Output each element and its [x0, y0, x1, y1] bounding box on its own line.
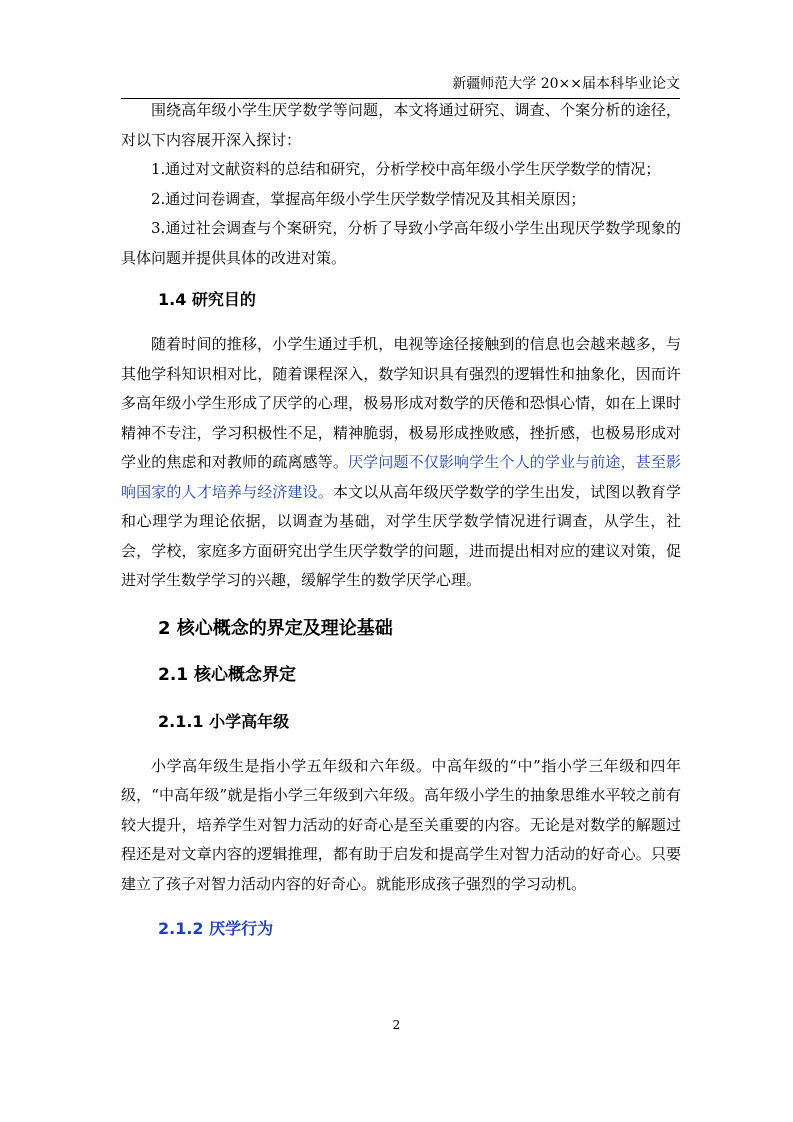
section-2-1-2-heading: 2.1.2 厌学行为 [158, 919, 274, 938]
intro-item-1: 1.通过对文献资料的总结和研究，分析学校中高年级小学生厌学数学的情况； [151, 160, 661, 178]
page-body [121, 96, 681, 942]
section-1-4-highlight: 厌学问题不仅影响学生个人的学业与前途，甚至影响国家的人才培养与经济建设。 [121, 453, 681, 501]
section-2-1-1-heading: 2.1.1 小学高年级 [158, 711, 290, 731]
intro-item-2: 2.通过问卷调查，掌握高年级小学生厌学数学情况及其相关原因； [151, 189, 586, 208]
section-2-1-heading: 2.1 核心概念界定 [158, 664, 297, 685]
section-1-4-paragraph [121, 330, 681, 596]
section-1-4-heading: 1.4 研究目的 [158, 290, 256, 309]
page-number: 2 [392, 1018, 401, 1032]
section-1-4-text-part2: 本文以从高年级厌学数学的学生出发，试图以教育学和心理学为理论依据，以调查为基础，对学生厌学数学情况进行调查，从学生，社会，学校，家庭多方面研究出学生厌学数学的问题，进而提出相对应的建议对策，促进对学生数学学习的兴趣，缓解学生的数学厌学心理。 [121, 482, 681, 589]
intro-item-3: 3.通过社会调查与个案研究，分析了导致小学高年级小学生出现厌学数学现象的具体问题并提供具体的改进对策。 [121, 219, 681, 267]
intro-paragraph: 围绕高年级小学生厌学数学等问题，本文将通过研究、调查、个案分析的途径，对以下内容展开深入探讨： [121, 101, 681, 149]
section-1-4-text-part1: 随着时间的推移，小学生通过手机，电视等途径接触到的信息也会越来越多，与其他学科知识相对比，随着课程深入，数学知识具有强烈的逻辑性和抽象化，因而许多高年级小学生形成了厌学的心理，极易形成对数学的厌倦和恐惧心情，如在上课时精神不专注，学习积极性不足，精神脆弱，极易形成挫败感，挫折感，也极易形成对学业的焦虑和对教师的疏离感等。 [121, 335, 681, 471]
section-2-heading: 2 核心概念的界定及理论基础 [158, 617, 393, 639]
section-2-1-1-paragraph: 小学高年级生是指小学五年级和六年级。中高年级的“中”指小学三年级和四年级，“中高年级”就是指小学三年级到六年级。高年级小学生的抽象思维水平较之前有较大提升，培养学生对智力活动的好奇心是至关重要的内容。无论是对数学的解题过程还是对文章内容的逻辑推理，都有助于启发和提高学生对智力活动的好奇心。只要建立了孩子对智力活动内容的好奇心。就能形成孩子强烈的学习动机。 [121, 756, 681, 893]
header-title: 新疆师范大学 20××届本科毕业论文 [452, 76, 680, 92]
